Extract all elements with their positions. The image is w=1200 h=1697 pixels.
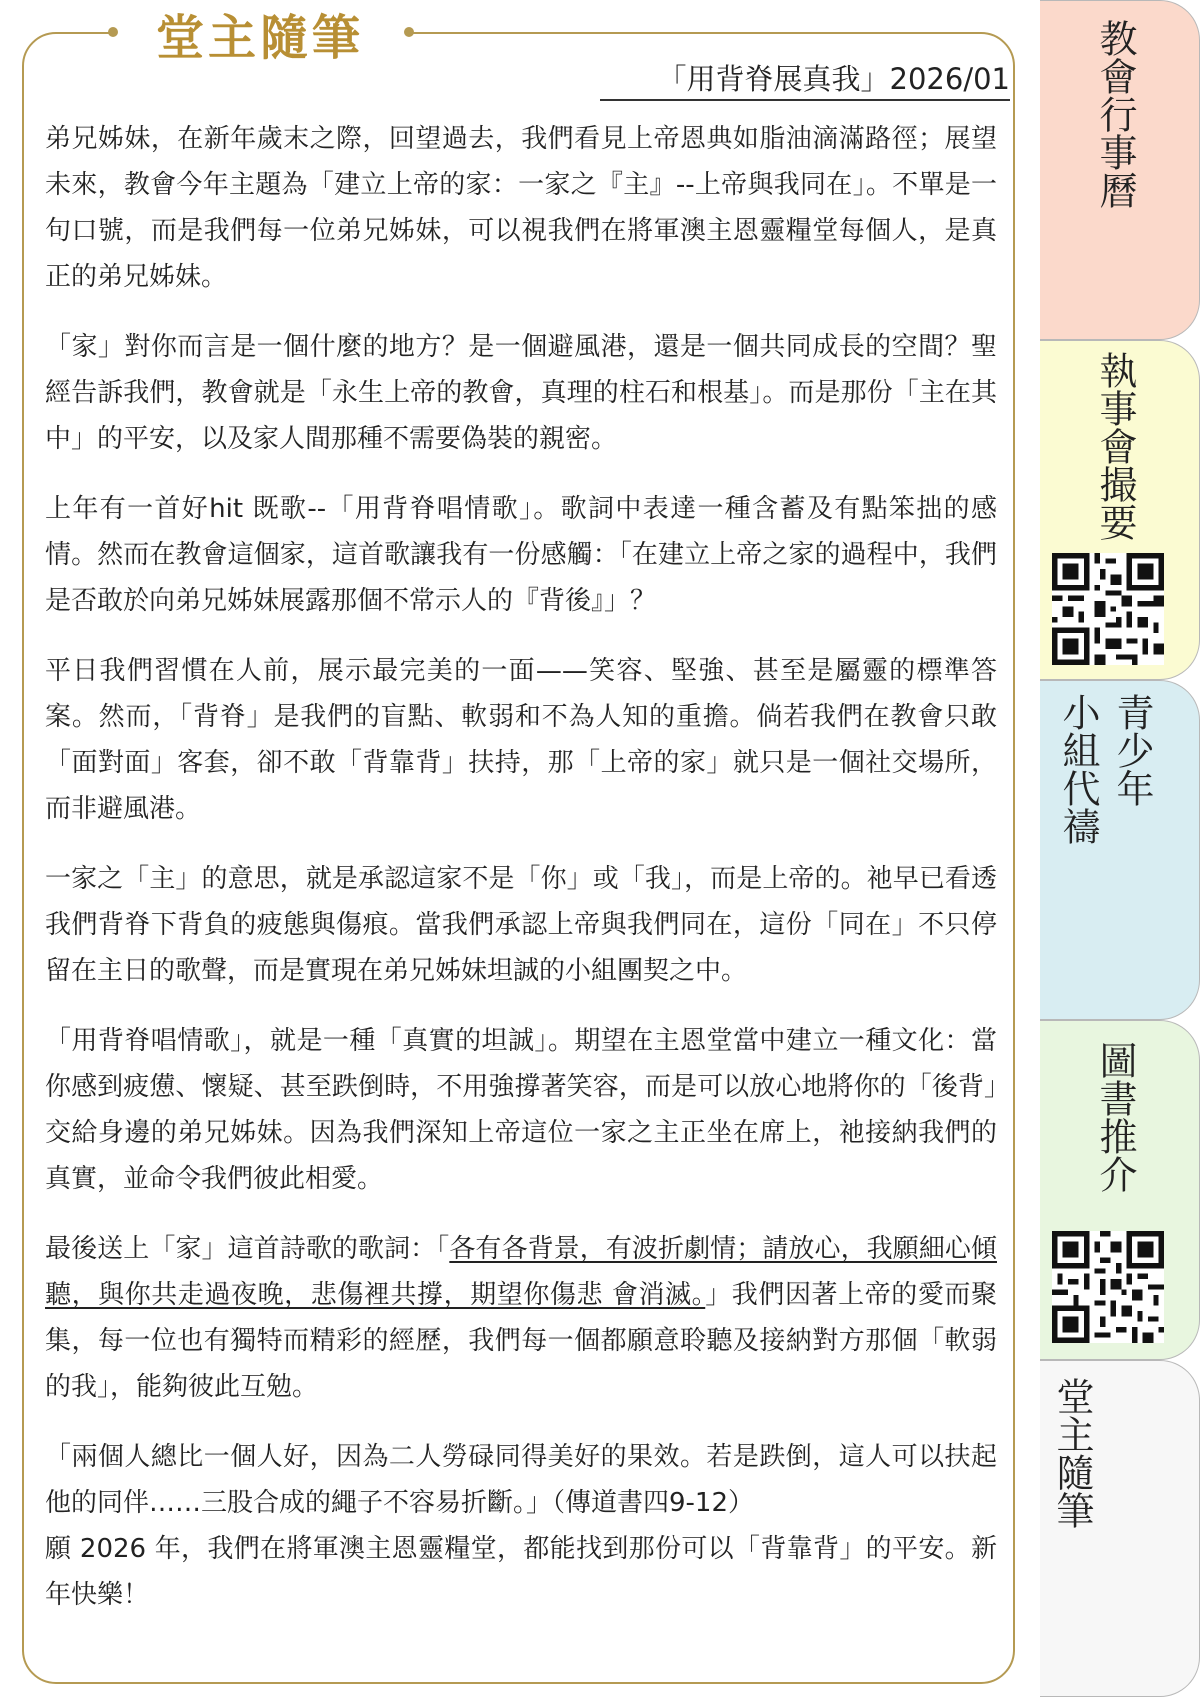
- tab-book-recommendation[interactable]: [1040, 1020, 1200, 1360]
- tab-small-group-prayer[interactable]: [1040, 680, 1200, 1020]
- poem-intro: 最後送上「家」這首詩歌的歌詞：「: [45, 1234, 450, 1264]
- title-ornament-dot-right: [404, 27, 414, 37]
- article-body: [45, 116, 997, 1642]
- page-title: 堂主隨筆: [155, 10, 364, 66]
- tab-label: 教會行事曆: [1093, 19, 1137, 209]
- paragraph-6: 「用背脊唱情歌」，就是一種「真實的坦誠」。期望在主恩堂當中建立一種文化：當你感到疲憊、懷疑、甚至跌倒時，不用強撐著笑容，而是可以放心地將你的「後背」交給身邊的弟兄姊妹。因為我們深知上帝這位一家之主正坐在席上，祂接納我們的真實，並命令我們彼此相愛。: [45, 1026, 997, 1194]
- paragraph-3: 上年有一首好hit 既歌--「用背脊唱情歌」。歌詞中表達一種含蓄及有點笨拙的感情。然而在教會這個家，這首歌讓我有一份感觸：「在建立上帝之家的過程中，我們是否敢於向弟兄姊妹展露那個不常示人的『背後』」？: [45, 494, 997, 616]
- tab-label: 堂主隨筆: [1050, 1377, 1094, 1529]
- tab-label-left: 小組代禱: [1056, 693, 1100, 845]
- tab-church-calendar[interactable]: [1040, 0, 1200, 340]
- paragraph-5: 一家之「主」的意思，就是承認這家不是「你」或「我」，而是上帝的。祂早已看透我們背脊下背負的疲態與傷痕。當我們承認上帝與我們同在，這份「同在」不只停留在主日的歌聲，而是實現在弟兄姊妹坦誠的小組團契之中。: [45, 864, 997, 986]
- paragraph-1: 弟兄姊妹，在新年歲末之際，回望過去，我們看見上帝恩典如脂油滴滿路徑；展望未來，教會今年主題為「建立上帝的家：一家之『主』--上帝與我同在」。不單是一句口號，而是我們每一位弟兄姊妹，可以視我們在將軍澳主恩靈糧堂每個人，是真正的弟兄姊妹。: [45, 124, 997, 292]
- qr-code-icon[interactable]: [1052, 553, 1164, 665]
- scripture-quote: 「兩個人總比一個人好，因為二人勞碌同得美好的果效。若是跌倒，這人可以扶起他的同伴……三股合成的繩子不容易折斷。」（傳道書四9-12）: [45, 1442, 997, 1518]
- poem-outro: 」我們因著上帝的愛而聚集，每一位也有獨特而精彩的經歷，我們每一個都願意聆聽及接納對方那個「軟弱的我」，能夠彼此互勉。: [45, 1280, 997, 1402]
- tab-label: 執事會撮要: [1093, 351, 1137, 541]
- poem-lyrics: 各有各背景，有波折劇情；請放心，我願細心傾聽，與你共走過夜晚，悲傷裡共撐，期望你傷悲 會消滅。: [45, 1234, 997, 1310]
- paragraph-2: 「家」對你而言是一個什麼的地方？是一個避風港，還是一個共同成長的空間？聖經告訴我們，教會就是「永生上帝的教會，真理的柱石和根基」。而是那份「主在其中」的平安，以及家人間那種不需要偽裝的親密。: [45, 332, 997, 454]
- qr-code-icon[interactable]: [1052, 1231, 1164, 1343]
- paragraph-4: 平日我們習慣在人前，展示最完美的一面——笑容、堅強、甚至是屬靈的標準答案。然而，「背脊」是我們的盲點、軟弱和不為人知的重擔。倘若我們在教會只敢「面對面」客套，卻不敢「背靠背」扶持，那「上帝的家」就只是一個社交場所，而非避風港。: [45, 656, 997, 824]
- title-ornament-dot-left: [108, 27, 118, 37]
- tab-label: 圖書推介: [1093, 1041, 1137, 1193]
- tab-pastor-notes[interactable]: [1040, 1360, 1200, 1697]
- tab-board-summary[interactable]: [1040, 340, 1200, 680]
- poem-paragraph: [45, 1226, 997, 1410]
- article-subtitle: 「用背脊展真我」2026/01: [600, 62, 1010, 101]
- tab-label-right: 青少年: [1110, 693, 1154, 807]
- closing-blessing: 願 2026 年，我們在將軍澳主恩靈糧堂，都能找到那份可以「背靠背」的平安。新年快樂！: [45, 1534, 997, 1610]
